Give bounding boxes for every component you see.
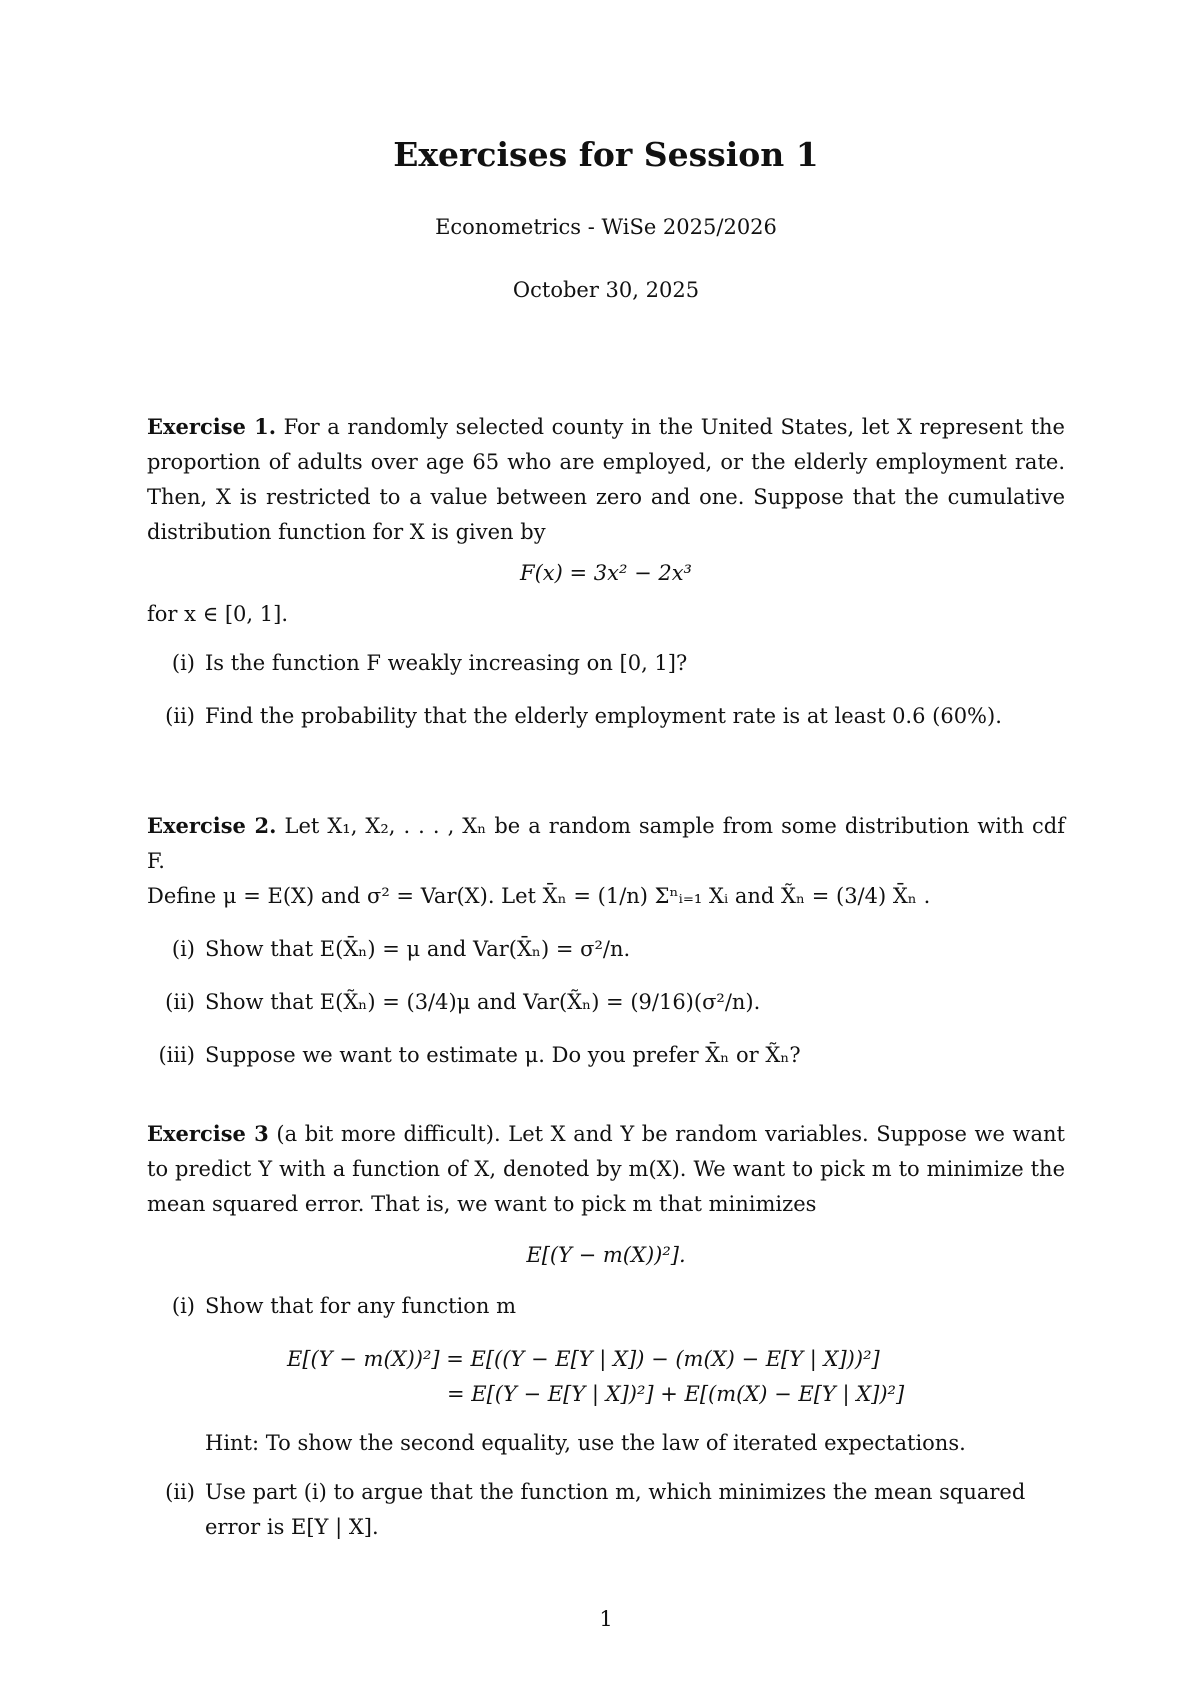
exercise-2-items [147,932,1065,1073]
exercise-3-items [147,1289,1065,1324]
exercise-1-intro [147,409,1065,550]
exercise-2-label: Exercise 2. [147,813,277,838]
exercise-2-line-1: Let X₁, X₂, . . . , Xₙ be a random sample from some distribution with cdf F. [147,814,1065,873]
exercise-3-equation: E[(Y − m(X))²]. [526,1243,686,1267]
exercise-1-equation: F(x) = 3x² − 2x³ [520,561,692,585]
list-item: (iii) Suppose we want to estimate μ. Do you prefer X̄ₙ or X̃ₙ? [158,1043,801,1067]
exercise-3-items-2 [147,1475,1065,1545]
exercise-2-line-2: Define μ = E(X) and σ² = Var(X). Let X̄ₙ = (1/n) Σⁿᵢ₌₁ Xᵢ and X̃ₙ = (3/4) X̄ₙ . [147,884,931,908]
document-date: October 30, 2025 [512,278,700,302]
exercise-1-domain: for x ∈ [0, 1]. [147,602,289,626]
list-item: (ii) Find the probability that the elderly employment rate is at least 0.6 (60%). [165,704,1002,728]
page-title: Exercises for Session 1 [393,135,819,174]
exercise-1-label: Exercise 1. [147,414,277,439]
exercise-3-text: Let X and Y be random variables. Suppose we want to predict Y with a function of X, denoted by m(X). We want to pick m to minimize the mean squared error. That is, we want to pick m that minimizes [147,1122,1065,1216]
list-item: (i) Show that for any function m [171,1294,517,1318]
exercise-2-intro [147,808,1065,914]
exercise-3-intro [147,1116,1065,1222]
list-item: (ii) Use part (i) to argue that the function m, which minimizes the mean squared error is E[Y | X]. [165,1480,1026,1539]
list-item: (i) Is the function F weakly increasing on [0, 1]? [171,651,688,675]
exercise-1-text: For a randomly selected county in the United States, let X represent the proportion of adults over age 65 who are employed, or the elderly employment rate. Then, X is restricted to a value between zero and one. Suppose that the cumulative distribution function for X is given by [147,415,1065,544]
exercise-2 [147,808,1065,1073]
exercise-3-hint: Hint: To show the second equality, use the law of iterated expectations. [205,1431,966,1455]
exercise-1-items [147,646,1065,734]
list-item: (i) Show that E(X̄ₙ) = μ and Var(X̄ₙ) = σ²/n. [171,937,631,961]
aligned-equation-line: E[(Y − m(X))²] = E[((Y − E[Y | X]) − (m(X) − E[Y | X]))²] [287,1347,880,1371]
exercise-3-label-note: (a bit more difficult). [276,1122,501,1146]
list-item: (ii) Show that E(X̃ₙ) = (3/4)μ and Var(X̃ₙ) = (9/16)(σ²/n). [165,990,761,1014]
exercise-1 [147,409,1065,734]
exercise-3-aligned-equations [147,1342,1065,1412]
course-subtitle: Econometrics - WiSe 2025/2026 [435,215,777,239]
exercise-3 [147,1116,1065,1545]
aligned-equation-line: = E[(Y − E[Y | X])²] + E[(m(X) − E[Y | X])²] [447,1382,905,1406]
exercise-3-label: Exercise 3 [147,1121,269,1146]
page-number: 1 [599,1607,613,1631]
